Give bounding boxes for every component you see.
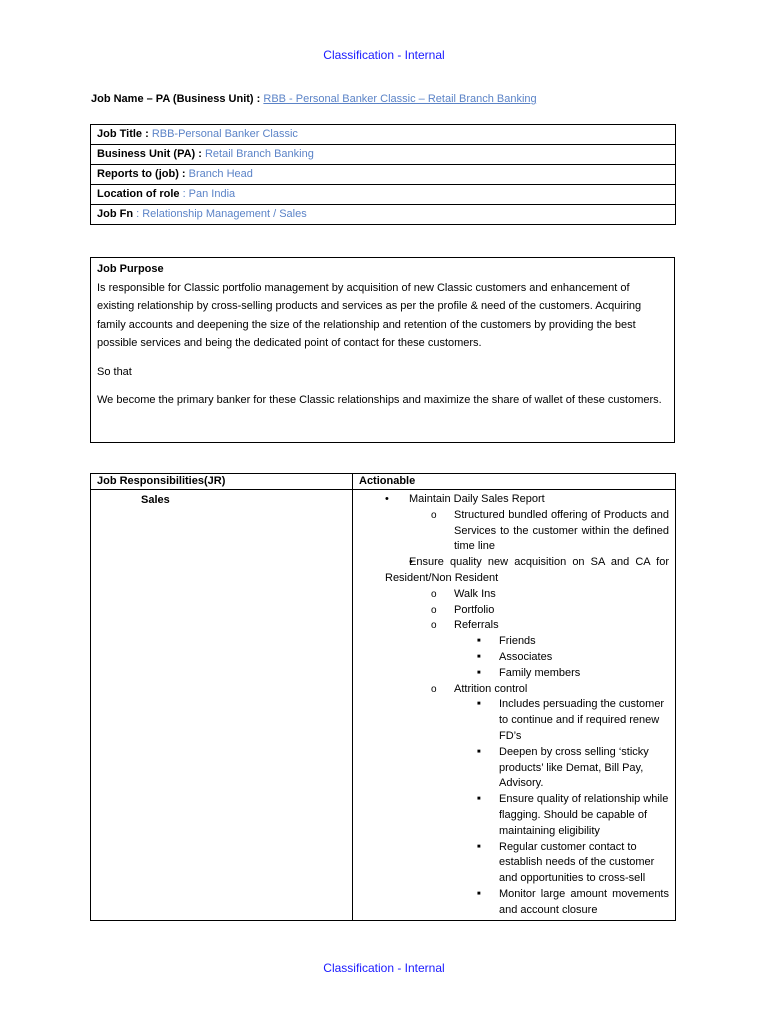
list-item: o Portfolio bbox=[359, 603, 669, 619]
info-row-reports-to bbox=[91, 165, 676, 185]
job-purpose-so-that: So that bbox=[97, 365, 132, 378]
responsibilities-header-row bbox=[91, 474, 676, 490]
list-item: ■ Associates bbox=[359, 650, 669, 666]
footer-classification: Classification - Internal bbox=[323, 961, 445, 975]
job-purpose-box bbox=[90, 257, 675, 443]
job-purpose-outcome: We become the primary banker for these Classic relationships and maximize the share of wallet of these customers. bbox=[97, 394, 662, 406]
list-item: ■ Deepen by cross selling ‘sticky products’ like Demat, Bill Pay, Advisory. bbox=[359, 745, 669, 792]
list-item: o Attrition control bbox=[359, 682, 669, 698]
list-item: • Maintain Daily Sales Report bbox=[359, 492, 669, 508]
info-value: RBB-Personal Banker Classic bbox=[151, 128, 298, 140]
job-name-label: Job Name – PA (Business Unit) : bbox=[91, 93, 261, 105]
info-row-location bbox=[91, 185, 676, 205]
info-label: Location of role bbox=[97, 188, 180, 200]
list-item: o Referrals bbox=[359, 618, 669, 634]
info-row-job-fn bbox=[91, 205, 676, 225]
job-purpose-title: Job Purpose bbox=[97, 263, 164, 275]
responsibilities-row-sales bbox=[91, 490, 676, 921]
responsibilities-table bbox=[90, 473, 676, 921]
list-item: ■ Ensure quality of relationship while flagging. Should be capable of maintaining eligibility bbox=[359, 792, 669, 839]
actionable-list bbox=[359, 492, 669, 919]
list-item: o Walk Ins bbox=[359, 587, 669, 603]
header-actionable: Actionable bbox=[353, 474, 676, 490]
job-name-line bbox=[91, 93, 537, 105]
list-item: ■ Regular customer contact to establish needs of the customer and opportunities to cross-sell bbox=[359, 840, 669, 887]
info-row-job-title bbox=[91, 125, 676, 145]
list-item: ■ Friends bbox=[359, 634, 669, 650]
list-item: ■ Family members bbox=[359, 666, 669, 682]
list-item: • Ensure quality new acquisition on SA and CA for Resident/Non Resident bbox=[359, 555, 669, 587]
list-item: ■ Includes persuading the customer to continue and if required renew FD’s bbox=[359, 697, 669, 744]
info-label: Job Fn bbox=[97, 208, 134, 220]
job-purpose-body: Is responsible for Classic portfolio management by acquisition of new Classic customers and enhancement of existing relationship by cross-selling products and services as per the profile & need of the customers. Acquiring family accounts and deepening the size of the relationship and retention of the customers by providing the best possible services and being the dedicated point of contact for these customers. bbox=[97, 281, 642, 349]
info-row-business-unit bbox=[91, 145, 676, 165]
job-info-table bbox=[90, 124, 676, 225]
info-label: Job Title : bbox=[97, 128, 149, 140]
info-value: : Pan India bbox=[182, 188, 236, 200]
job-name-value: RBB - Personal Banker Classic – Retail Branch Banking bbox=[263, 93, 537, 105]
responsibility-category: Sales bbox=[141, 494, 170, 506]
info-label: Business Unit (PA) : bbox=[97, 148, 202, 160]
header-job-responsibilities: Job Responsibilities(JR) bbox=[91, 474, 353, 490]
header-classification: Classification - Internal bbox=[323, 48, 445, 62]
info-value: Retail Branch Banking bbox=[204, 148, 314, 160]
list-item: ■ Monitor large amount movements and account closure bbox=[359, 887, 669, 919]
info-value: Branch Head bbox=[188, 168, 253, 180]
info-label: Reports to (job) : bbox=[97, 168, 186, 180]
info-value: : Relationship Management / Sales bbox=[136, 208, 307, 220]
list-item: o Structured bundled offering of Products and Services to the customer within the defined time line bbox=[359, 508, 669, 555]
